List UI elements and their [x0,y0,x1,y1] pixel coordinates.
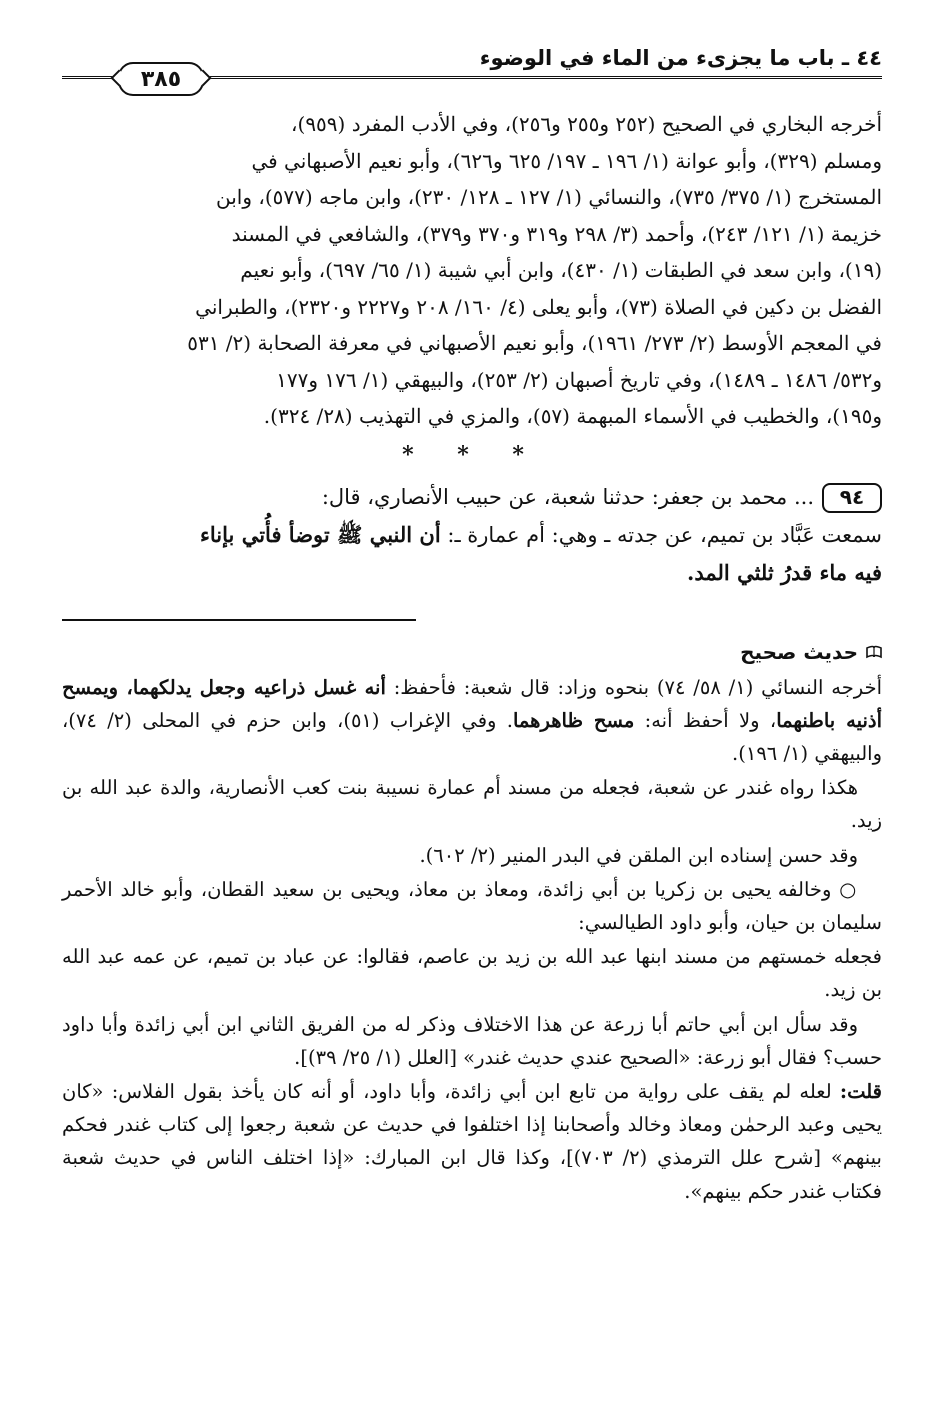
p1-text-3: . وفي الإغراب (٥١)، وابن حزم في المحلى (٢/ ٧٤)، والبيهقي (١/ ١٩٦). [62,708,882,765]
running-title: ٤٤ ـ باب ما يجزىء من الماء في الوضوء [479,46,882,70]
page-header [62,36,882,106]
hadith-isnad: ... محمد بن جعفر: حدثنا شعبة، عن حبيب الأنصاري، قال: [321,484,814,509]
takhrij-line: و٥٣٢/ ١٤٨٦ ـ ١٤٨٩)، وفي تاريخ أصبهان (٢/ ٢٥٣)، والبيهقي (١/ ١٧٦ و١٧٧ [276,367,882,392]
hadith-number: ٩٤ [822,483,882,513]
commentary-para-1 [62,671,882,771]
commentary-para-2: هكذا رواه غندر عن شعبة، فجعله من مسند أم عمارة نسيبة بنت كعب الأنصارية، والدة عبد الله بن زيد. [62,776,882,833]
footnote-divider [62,619,416,621]
takhrij-line: ومسلم (٣٢٩)، وأبو عوانة (١/ ١٩٦ ـ ١٩٧/ ٦٢٥ و٦٢٦)، وأبو نعيم الأصبهاني في [251,148,882,173]
p1-text: أخرجه النسائي (١/ ٥٨/ ٧٤) بنحوه وزاد: قال شعبة: فأحفظ: [385,675,882,699]
takhrij-line: في المعجم الأوسط (٢/ ٢٧٣/ ١٩٦١)، وأبو نعيم الأصبهاني في معرفة الصحابة (٢/ ٥٣١ [187,331,882,355]
hadith-matn: أن النبي ﷺ توضأ فأُتي بإناء [200,521,441,547]
p1-bold-addition-2: مسح ظاهرهما [512,708,635,732]
takhrij-line: الفضل بن دكين في الصلاة (٧٣)، وأبو يعلى (٤/ ١٦٠/ ٢٠٨ و٢٢٢٧ و٢٣٢٠)، والطبراني [195,294,882,319]
takhrij-line: أخرجه البخاري في الصحيح (٢٥٢ و٢٥٥ و٢٥٦)، وفي الأدب المفرد (٩٥٩)، [291,112,882,136]
takhrij-line: المستخرج (١/ ٣٧٥/ ٧٣٥)، والنسائي (١/ ١٢٧ ـ ١٢٨/ ٢٣٠)، وابن ماجه (٥٧٧)، وابن [216,185,882,209]
p4-text: وخالفه يحيى بن زكريا بن أبي زائدة، ومعاذ بن معاذ، ويحيى بن سعيد القطان، وأبو خالد الأحمر سليمان بن حيان، وأبو داود الطيالسي: [62,877,882,934]
hadith-text [62,479,882,591]
commentary-para-4 [62,873,882,939]
p1-text-2: ، ولا أحفظ أنه: [634,708,777,732]
commentary [62,671,882,1208]
p7-text: لعله لم يقف على رواية من تابع ابن أبي زائدة، وأبا داود، أو أنه كان يأخذ بقول الفلاس: «كان يحيى وعبد الرحمٰن ومعاذ وخالد وأصحابنا إذا اختلفوا في حديث عن شعبة رجعوا إلى كتاب غندر فحكم بينهم» [شرح علل الترمذي (٢/ ٧٠٣)]، وكذا قال ابن المبارك: «إذا اختلف الناس في حديث شعبة فكتاب غندر حكم بينهم». [62,1079,882,1203]
commentary-para-7 [62,1075,882,1208]
book-icon [866,633,882,671]
page-number: ٣٨٥ [118,62,204,96]
hadith-grade [62,633,882,671]
commentary-para-3: وقد حسن إسناده ابن الملقن في البدر المنير (٢/ ٦٠٢). [419,843,858,867]
takhrij-line: (١٩)، وابن سعد في الطبقات (١/ ٤٣٠)، وابن أبي شيبة (١/ ٦٥/ ٦٩٧)، وأبو نعيم [240,258,882,282]
section-separator: * * * [402,441,542,468]
takhrij-line: خزيمة (١/ ١٢١/ ٢٤٣)، وأحمد (٣/ ٢٩٨ و٣١٩ و٣٧٠ و٣٧٩)، والشافعي في المسند [231,221,882,246]
commentary-para-6: وقد سأل ابن أبي حاتم أبا زرعة عن هذا الاختلاف وذكر له من الفريق الثاني ابن أبي زائدة وأبا داود حسب؟ فقال أبو زرعة: «الصحيح عندي حديث غندر» [العلل (١/ ٢٥/ ٣٩)]. [62,1012,882,1069]
grade-text: حديث صحيح [740,639,858,664]
takhrij-line: و١٩٥)، والخطيب في الأسماء المبهمة (٥٧)، والمزي في التهذيب (٢٨/ ٣٢٤). [263,404,882,428]
p1-bold-addition: أنه غسل ذراعيه وجعل يدلكهما، ويمسح أذنيه باطنهما [62,675,882,732]
circle-marker-icon: ○ [839,877,859,901]
hadith-matn-cont: فيه ماء قدرُ ثلثي المد. [687,559,882,585]
takhrij-block [62,106,882,435]
commentary-para-5: فجعله خمستهم من مسند ابنها عبد الله بن زيد بن عاصم، فقالوا: عن عباد بن تميم، عن عمه عبد الله بن زيد. [62,945,882,1002]
hadith-isnad-cont: سمعت عَبَّاد بن تميم، عن جدته ـ وهي: أم عمارة ـ: [440,522,882,547]
p7-label: قلت: [839,1079,882,1103]
